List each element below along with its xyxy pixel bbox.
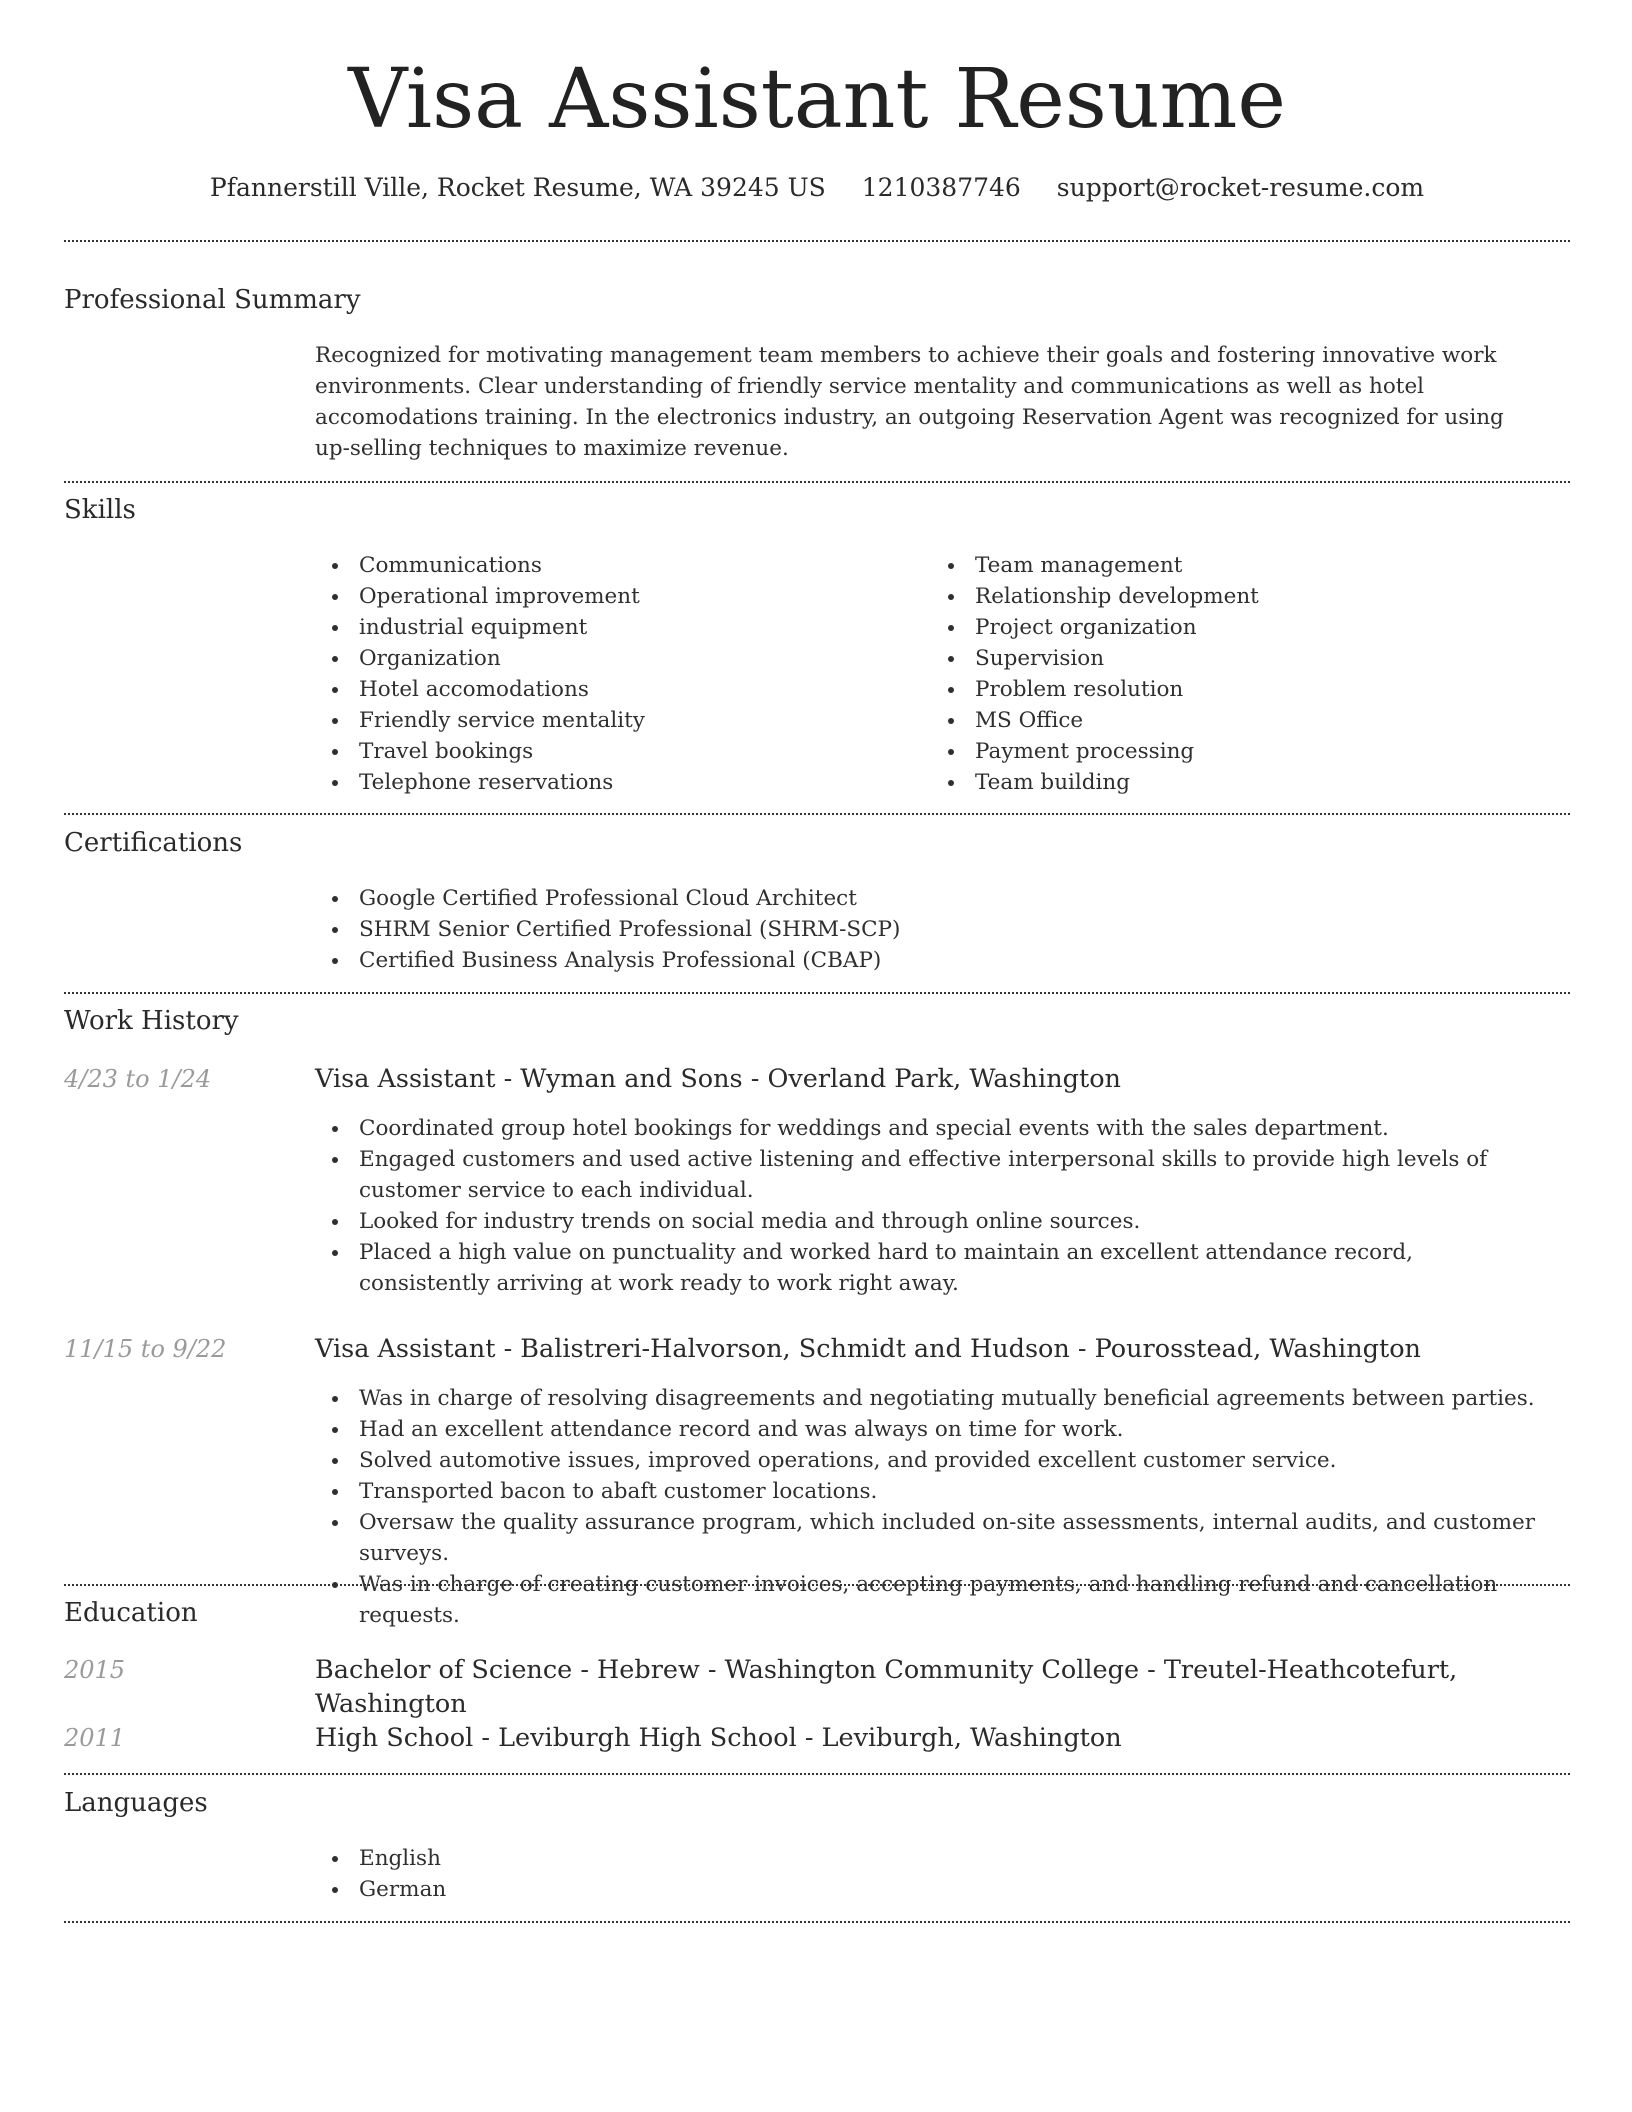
skill-item: Team management (931, 550, 1531, 581)
job-dates: 11/15 to 9/22 (64, 1335, 227, 1363)
language-item: English (315, 1843, 1545, 1874)
work-history-heading: Work History (64, 1006, 239, 1036)
skill-item: Operational improvement (315, 581, 915, 612)
skill-item: Team building (931, 767, 1531, 798)
section-divider (64, 481, 1570, 483)
certification-item: SHRM Senior Certified Professional (SHRM-SCP) (315, 914, 1545, 945)
languages-list (315, 1843, 1545, 1905)
contact-line (64, 168, 1570, 208)
section-divider (64, 1921, 1570, 1923)
skill-item: Organization (315, 643, 915, 674)
languages-heading: Languages (64, 1788, 208, 1818)
skill-item: Problem resolution (931, 674, 1531, 705)
job-bullet: Was in charge of resolving disagreements and negotiating mutually beneficial agreements between parties. (315, 1383, 1545, 1414)
education-heading: Education (64, 1598, 198, 1628)
certifications-heading: Certifications (64, 828, 243, 858)
skill-item: MS Office (931, 705, 1531, 736)
contact-address: Pfannerstill Ville, Rocket Resume, WA 39245 US (209, 173, 826, 202)
job-bullet: Looked for industry trends on social media and through online sources. (315, 1206, 1545, 1237)
section-divider (64, 1584, 1570, 1586)
contact-phone: 1210387746 (861, 173, 1021, 202)
skill-item: Supervision (931, 643, 1531, 674)
skills-heading: Skills (64, 495, 136, 525)
skill-item: Relationship development (931, 581, 1531, 612)
language-item: German (315, 1874, 1545, 1905)
section-divider (64, 992, 1570, 994)
job-bullet: Coordinated group hotel bookings for weddings and special events with the sales department. (315, 1113, 1545, 1144)
skill-item: Hotel accomodations (315, 674, 915, 705)
section-divider (64, 1773, 1570, 1775)
contact-email: support@rocket-resume.com (1056, 173, 1425, 202)
job-bullet: Oversaw the quality assurance program, which included on-site assessments, internal audits, and customer surveys. (315, 1507, 1545, 1569)
job-bullet: Solved automotive issues, improved operations, and provided excellent customer service. (315, 1445, 1545, 1476)
job-bullet: Transported bacon to abaft customer locations. (315, 1476, 1545, 1507)
skills-list-left (315, 550, 915, 798)
skill-item: Travel bookings (315, 736, 915, 767)
job-bullets (315, 1113, 1545, 1299)
summary-text: Recognized for motivating management team members to achieve their goals and fostering innovative work environments. Clear understanding of friendly service mentality and communications as well as hotel accomodations training. In the electronics industry, an outgoing Reservation Agent was recognized for using up-selling techniques to maximize revenue. (315, 343, 1504, 461)
job-bullet: Had an excellent attendance record and was always on time for work. (315, 1414, 1545, 1445)
certifications-list (315, 883, 1545, 976)
job-bullet: Placed a high value on punctuality and worked hard to maintain an excellent attendance record, consistently arriving at work ready to work right away. (315, 1237, 1545, 1299)
job-dates: 4/23 to 1/24 (64, 1065, 212, 1093)
resume-title: Visa Assistant Resume (348, 52, 1286, 147)
skill-item: industrial equipment (315, 612, 915, 643)
section-divider (64, 813, 1570, 815)
job-title: Visa Assistant - Balistreri-Halvorson, Schmidt and Hudson - Pourosstead, Washington (315, 1334, 1421, 1364)
skill-item: Project organization (931, 612, 1531, 643)
skill-item: Communications (315, 550, 915, 581)
summary-heading: Professional Summary (64, 285, 361, 315)
job-bullet: Engaged customers and used active listening and effective interpersonal skills to provide high levels of customer service to each individual. (315, 1144, 1545, 1206)
education-title: Bachelor of Science - Hebrew - Washington Community College - Treutel-Heathcotefurt, Washington (315, 1655, 1458, 1719)
certification-item: Google Certified Professional Cloud Architect (315, 883, 1545, 914)
education-title: High School - Leviburgh High School - Leviburgh, Washington (315, 1723, 1122, 1753)
job-bullet: Was in charge of creating customer invoices, accepting payments, and handling refund and cancellation requests. (315, 1569, 1545, 1631)
section-divider (64, 240, 1570, 242)
skill-item: Friendly service mentality (315, 705, 915, 736)
certification-item: Certified Business Analysis Professional (CBAP) (315, 945, 1545, 976)
skill-item: Telephone reservations (315, 767, 915, 798)
skills-list-right (931, 550, 1531, 798)
skill-item: Payment processing (931, 736, 1531, 767)
education-year: 2011 (64, 1724, 126, 1752)
job-bullets (315, 1383, 1545, 1631)
job-title: Visa Assistant - Wyman and Sons - Overland Park, Washington (315, 1064, 1121, 1094)
education-year: 2015 (64, 1656, 126, 1684)
